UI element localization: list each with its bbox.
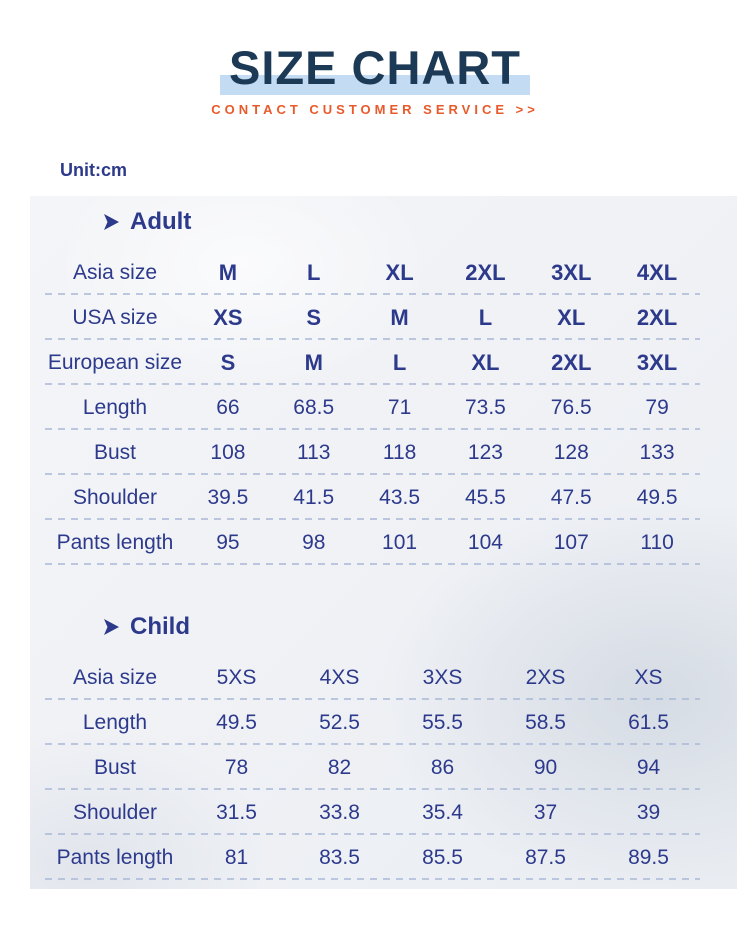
cell-value: 87.5 [525, 846, 566, 869]
cell-value: 49.5 [636, 486, 678, 509]
cell-value: 61.5 [628, 711, 669, 734]
title-block [229, 41, 521, 94]
cell-value: 83.5 [319, 846, 360, 869]
cell-value: 66 [216, 396, 240, 419]
section-title: Adult [130, 208, 192, 235]
cell-value: 2XS [525, 666, 566, 689]
table-row [45, 475, 700, 520]
cell-value: 39.5 [207, 486, 249, 509]
row-label: Asia size [72, 666, 158, 689]
cell-value: 95 [216, 531, 240, 554]
cell-value: 31.5 [216, 801, 257, 824]
contact-customer-service-link[interactable]: CONTACT CUSTOMER SERVICE >> [211, 102, 539, 117]
row-label: European size [47, 351, 183, 374]
cell-value: 85.5 [422, 846, 463, 869]
section-child [30, 613, 737, 880]
cell-value: M [218, 259, 238, 285]
cell-value: 45.5 [464, 486, 506, 509]
cell-value: 4XL [636, 259, 678, 285]
cell-value: M [390, 304, 409, 330]
cell-value: XL [471, 349, 500, 375]
cell-value: 35.4 [422, 801, 463, 824]
table-row [45, 655, 700, 700]
cell-value: 47.5 [550, 486, 592, 509]
table-row [45, 430, 700, 475]
page-title: SIZE CHART [229, 41, 521, 94]
cell-value: 3XL [551, 259, 592, 285]
section-adult [30, 208, 737, 565]
cell-value: 113 [297, 441, 331, 464]
child-size-table [45, 655, 700, 880]
cell-value: 98 [302, 531, 326, 554]
cell-value: 73.5 [464, 396, 506, 419]
cell-value: 90 [533, 756, 558, 779]
cell-value: L [392, 349, 407, 375]
cell-value: XL [557, 304, 586, 330]
row-label: Asia size [72, 261, 158, 284]
cell-value: 33.8 [319, 801, 360, 824]
table-row [45, 385, 700, 430]
cell-value: 133 [639, 441, 675, 464]
cell-value: 5XS [216, 666, 257, 689]
adult-size-table [45, 250, 700, 565]
cell-value: S [306, 304, 322, 330]
cell-value: 107 [553, 531, 589, 554]
cell-value: 89.5 [628, 846, 669, 869]
section-heading-adult [104, 208, 737, 236]
row-label: Bust [93, 441, 137, 464]
table-row [45, 790, 700, 835]
cell-value: 68.5 [293, 396, 335, 419]
table-row [45, 745, 700, 790]
cell-value: 37 [533, 801, 558, 824]
cell-value: 82 [327, 756, 352, 779]
cell-value: 104 [467, 531, 503, 554]
cell-value: 110 [640, 531, 674, 554]
cell-value: 58.5 [525, 711, 566, 734]
cell-value: 118 [382, 441, 417, 464]
row-label: Pants length [56, 531, 174, 554]
table-row [45, 250, 700, 295]
cell-value: L [478, 304, 493, 330]
cell-value: 2XL [636, 304, 678, 330]
cell-value: 2XL [465, 259, 506, 285]
row-label: Length [82, 711, 148, 734]
row-label: Bust [93, 756, 137, 779]
cell-value: 2XL [551, 349, 592, 375]
cell-value: 123 [467, 441, 503, 464]
cell-value: 94 [636, 756, 661, 779]
arrowhead-right-icon [104, 619, 119, 635]
cell-value: 4XS [319, 666, 360, 689]
table-row [45, 295, 700, 340]
table-row [45, 340, 700, 385]
arrowhead-right-icon [104, 214, 119, 230]
cell-value: 79 [645, 396, 669, 419]
cell-value: 101 [382, 531, 418, 554]
cell-value: 108 [210, 441, 246, 464]
cell-value: M [304, 349, 323, 375]
cell-value: 81 [224, 846, 249, 869]
section-title: Child [130, 613, 190, 640]
section-heading-child [104, 613, 737, 641]
cell-value: XL [385, 259, 414, 285]
cell-value: L [307, 259, 321, 285]
cell-value: 3XL [636, 349, 678, 375]
unit-label: Unit:cm [60, 160, 127, 180]
row-label: Pants length [56, 846, 174, 869]
table-row [45, 835, 700, 880]
table-row [45, 520, 700, 565]
cell-value: 76.5 [550, 396, 592, 419]
cell-value: XS [213, 304, 243, 330]
cell-value: 41.5 [293, 486, 335, 509]
cell-value: 49.5 [216, 711, 257, 734]
page-header [0, 0, 750, 119]
row-label: Shoulder [72, 801, 158, 824]
cell-value: 39 [636, 801, 661, 824]
row-label: Length [82, 396, 148, 419]
cell-value: 71 [387, 396, 412, 419]
cell-value: 55.5 [422, 711, 463, 734]
cell-value: S [220, 349, 236, 375]
size-chart-panel [30, 196, 737, 889]
cell-value: 52.5 [319, 711, 360, 734]
cell-value: 128 [553, 441, 589, 464]
cell-value: 86 [430, 756, 455, 779]
cell-value: 3XS [422, 666, 463, 689]
cell-value: 43.5 [379, 486, 421, 509]
cell-value: XS [634, 666, 663, 689]
table-row [45, 700, 700, 745]
cell-value: 78 [224, 756, 249, 779]
row-label: Shoulder [72, 486, 158, 509]
row-label: USA size [72, 306, 158, 329]
